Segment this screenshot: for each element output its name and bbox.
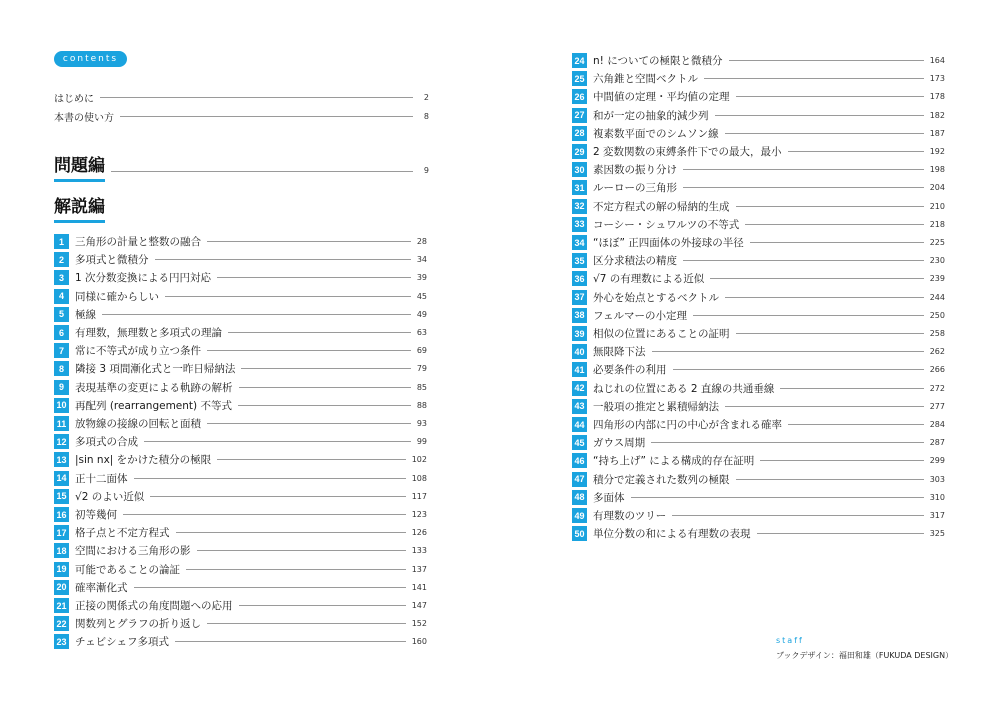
chapter-number-badge: 23 — [54, 634, 69, 649]
toc-chapter-46[interactable] — [572, 452, 945, 469]
toc-chapter-10[interactable] — [54, 397, 427, 414]
leader-line — [715, 115, 924, 116]
chapter-number-badge: 37 — [572, 290, 587, 305]
leader-line — [725, 406, 924, 407]
leader-line — [144, 441, 411, 442]
chapter-title: 六角錐と空間ベクトル — [593, 73, 698, 86]
chapter-page: 133 — [411, 546, 427, 556]
chapter-title: 三角形の計量と整数の融合 — [75, 236, 201, 248]
leader-line — [683, 169, 924, 170]
chapter-number-badge: 8 — [54, 361, 69, 376]
chapter-page: 266 — [929, 365, 945, 375]
leader-line — [736, 96, 924, 97]
leader-line — [710, 278, 924, 279]
chapter-page: 160 — [411, 637, 427, 647]
leader-line — [155, 259, 411, 260]
chapter-number-badge: 43 — [572, 399, 587, 414]
toc-chapter-48[interactable] — [572, 489, 945, 506]
section-problems[interactable] — [54, 156, 429, 184]
leader-line — [207, 623, 406, 624]
chapter-number-badge: 27 — [572, 108, 587, 123]
leader-line — [217, 277, 411, 278]
chapter-title: 放物線の接線の回転と面積 — [75, 418, 201, 430]
toc-chapter-24[interactable] — [572, 52, 945, 69]
leader-line — [736, 479, 924, 480]
chapter-title: 再配列 (rearrangement) 不等式 — [75, 399, 232, 412]
chapter-page: 303 — [929, 474, 945, 484]
toc-chapter-31[interactable] — [572, 179, 945, 196]
chapter-page: 310 — [929, 492, 945, 502]
chapter-page: 126 — [411, 528, 427, 538]
leader-line — [228, 332, 411, 333]
chapter-title: 必要条件の利用 — [593, 364, 667, 377]
toc-chapter-27[interactable] — [572, 107, 945, 124]
toc-chapter-35[interactable] — [572, 252, 945, 269]
leader-line — [207, 241, 411, 242]
chapter-title: √2 のよい近似 — [75, 490, 145, 503]
toc-chapter-22[interactable] — [54, 615, 427, 632]
toc-chapter-17[interactable] — [54, 524, 427, 541]
chapter-number-badge: 45 — [572, 435, 587, 450]
chapter-page: 258 — [929, 329, 945, 338]
chapter-number-badge: 12 — [54, 434, 69, 449]
toc-chapter-39[interactable] — [572, 325, 945, 342]
leader-line — [652, 351, 924, 352]
chapter-title: ガウス周期 — [593, 437, 646, 450]
toc-chapter-2[interactable] — [54, 251, 427, 268]
leader-line — [165, 296, 411, 297]
chapter-title: 一般項の推定と累積帰納法 — [593, 400, 719, 413]
leader-line — [672, 515, 923, 516]
chapter-title: 多項式と微積分 — [75, 254, 149, 267]
leader-line — [704, 78, 924, 79]
chapter-page: 88 — [416, 400, 427, 410]
toc-entry-page: 2 — [423, 92, 429, 102]
toc-chapter-7[interactable] — [54, 342, 427, 359]
leader-line — [207, 350, 411, 351]
chapter-title: 空間における三角形の影 — [75, 545, 191, 558]
chapter-number-badge: 38 — [572, 308, 587, 323]
chapter-number-badge: 1 — [54, 234, 69, 249]
toc-chapter-30[interactable] — [572, 161, 945, 178]
chapter-number-badge: 14 — [54, 471, 69, 486]
chapter-page: 39 — [416, 273, 427, 283]
toc-chapter-38[interactable] — [572, 307, 945, 324]
toc-chapter-20[interactable] — [54, 579, 427, 596]
toc-chapter-19[interactable] — [54, 561, 427, 578]
chapter-title: 相似の位置にあることの証明 — [593, 328, 730, 340]
leader-line — [100, 97, 413, 98]
chapter-title: 表現基準の変更による軌跡の解析 — [75, 381, 233, 394]
toc-entry-usage[interactable] — [54, 108, 429, 124]
chapter-title: ルーローの三角形 — [593, 182, 677, 195]
chapter-title: 四角形の内部に円の中心が含まれる確率 — [593, 419, 782, 431]
chapter-number-badge: 47 — [572, 472, 587, 487]
chapter-title: 多項式の合成 — [75, 436, 138, 449]
leader-line — [729, 60, 924, 61]
leader-line — [239, 387, 411, 388]
chapter-title: n! についての極限と微積分 — [593, 55, 723, 67]
toc-chapter-34[interactable] — [572, 234, 945, 251]
right-page — [500, 0, 1000, 710]
chapter-title: 有理数，無理数と多項式の理論 — [75, 327, 222, 339]
leader-line — [197, 550, 406, 551]
toc-chapter-40[interactable] — [572, 343, 945, 360]
toc-chapter-3[interactable] — [54, 269, 427, 286]
chapter-number-badge: 49 — [572, 508, 587, 523]
chapter-number-badge: 4 — [54, 289, 69, 304]
chapter-page: 225 — [929, 238, 945, 247]
leader-line — [693, 315, 924, 316]
toc-chapter-13[interactable] — [54, 451, 427, 468]
chapter-page: 85 — [416, 382, 427, 392]
chapter-title: 積分で定義された数列の極限 — [593, 473, 730, 486]
toc-chapter-4[interactable] — [54, 288, 427, 305]
chapter-title: チェビシェフ多項式 — [75, 636, 169, 649]
chapter-number-badge: 7 — [54, 343, 69, 358]
leader-line — [788, 424, 924, 425]
chapter-number-badge: 25 — [572, 71, 587, 86]
toc-entry-page: 8 — [423, 111, 429, 121]
toc-chapter-6[interactable] — [54, 324, 427, 341]
chapter-number-badge: 30 — [572, 162, 587, 177]
toc-chapter-45[interactable] — [572, 434, 945, 451]
staff-credit: ブックデザイン：福田和雄（FUKUDA DESIGN） — [776, 651, 954, 660]
toc-chapter-9[interactable] — [54, 379, 427, 396]
toc-chapter-33[interactable] — [572, 216, 945, 233]
chapter-page: 325 — [929, 529, 945, 539]
chapter-number-badge: 2 — [54, 252, 69, 267]
chapter-title: 無限降下法 — [593, 346, 646, 359]
leader-line — [134, 478, 406, 479]
chapter-title: 外心を始点とするベクトル — [593, 291, 719, 304]
leader-line — [176, 532, 406, 533]
leader-line — [631, 497, 924, 498]
chapter-number-badge: 20 — [54, 580, 69, 595]
chapter-page: 99 — [416, 437, 427, 447]
chapter-number-badge: 16 — [54, 507, 69, 522]
toc-entry-title: はじめに — [54, 93, 94, 105]
chapter-page: 244 — [929, 292, 945, 302]
chapter-page: 164 — [929, 56, 945, 65]
chapter-number-badge: 19 — [54, 562, 69, 577]
leader-line — [238, 405, 411, 406]
toc-chapter-41[interactable] — [572, 361, 945, 378]
leader-line — [780, 388, 923, 389]
chapter-title: コーシー・シュワルツの不等式 — [593, 218, 740, 231]
leader-line — [760, 460, 924, 461]
chapter-title: √7 の有理数による近似 — [593, 273, 705, 286]
chapter-page: 34 — [416, 255, 427, 265]
leader-line — [683, 187, 924, 188]
chapter-title: 関数列とグラフの折り返し — [75, 618, 201, 631]
leader-line — [175, 641, 406, 642]
chapter-number-badge: 39 — [572, 326, 587, 341]
chapter-page: 218 — [929, 219, 945, 229]
chapter-page: 108 — [411, 473, 427, 483]
toc-chapter-18[interactable] — [54, 542, 427, 559]
chapter-number-badge: 13 — [54, 452, 69, 467]
section-title: 解説編 — [54, 199, 105, 223]
leader-line — [673, 369, 924, 370]
chapter-page: 198 — [929, 165, 945, 175]
toc-chapter-12[interactable] — [54, 433, 427, 450]
toc-chapter-25[interactable] — [572, 70, 945, 87]
chapter-page: 262 — [929, 347, 945, 357]
chapter-page: 49 — [416, 309, 427, 319]
chapter-title: “持ち上げ” による構成的存在証明 — [593, 455, 755, 468]
chapter-number-badge: 36 — [572, 271, 587, 286]
leader-line — [120, 116, 413, 117]
toc-chapter-44[interactable] — [572, 416, 945, 433]
chapter-number-badge: 35 — [572, 253, 587, 268]
chapter-title: 多面体 — [593, 491, 625, 504]
chapter-title: 中間値の定理・平均値の定理 — [593, 91, 730, 104]
chapter-title: 確率漸化式 — [75, 581, 128, 594]
leader-line — [207, 423, 411, 424]
chapter-page: 117 — [411, 491, 427, 501]
chapter-page: 204 — [929, 183, 945, 193]
leader-line — [239, 605, 406, 606]
toc-chapter-50[interactable] — [572, 525, 945, 542]
leader-line — [725, 297, 924, 298]
chapter-page: 277 — [929, 401, 945, 411]
chapter-number-badge: 10 — [54, 398, 69, 413]
leader-line — [788, 151, 924, 152]
chapter-number-badge: 46 — [572, 453, 587, 468]
leader-line — [123, 514, 406, 515]
toc-chapter-43[interactable] — [572, 398, 945, 415]
section-page: 9 — [423, 165, 429, 175]
chapter-title: ねじれの位置にある 2 直線の共通垂線 — [593, 382, 775, 395]
chapter-page: 299 — [929, 456, 945, 466]
chapter-title: 区分求積法の精度 — [593, 255, 677, 268]
chapter-page: 239 — [929, 274, 945, 284]
leader-line — [651, 442, 924, 443]
leader-line — [150, 496, 406, 497]
toc-chapter-8[interactable] — [54, 360, 427, 377]
leader-line — [683, 260, 924, 261]
leader-line — [241, 368, 410, 369]
toc-chapter-32[interactable] — [572, 198, 945, 215]
toc-chapter-37[interactable] — [572, 289, 945, 306]
chapter-number-badge: 17 — [54, 525, 69, 540]
chapter-number-badge: 24 — [572, 53, 587, 68]
chapter-number-badge: 5 — [54, 307, 69, 322]
toc-chapter-5[interactable] — [54, 306, 427, 323]
chapter-number-badge: 6 — [54, 325, 69, 340]
chapter-page: 45 — [416, 291, 427, 301]
chapter-title: |sin nx| をかけた積分の極限 — [75, 454, 212, 467]
chapter-number-badge: 9 — [54, 380, 69, 395]
toc-chapter-15[interactable] — [54, 488, 427, 505]
chapter-title: 2 変数関数の束縛条件下での最大，最小 — [593, 146, 782, 158]
chapter-page: 137 — [411, 564, 427, 574]
chapter-title: 常に不等式が成り立つ条件 — [75, 345, 201, 358]
chapter-number-badge: 26 — [572, 89, 587, 104]
chapter-page: 187 — [929, 128, 945, 138]
chapter-page: 210 — [929, 201, 945, 211]
chapter-title: 同様に確からしい — [75, 290, 159, 303]
chapter-title: 素因数の振り分け — [593, 164, 677, 177]
toc-chapter-16[interactable] — [54, 506, 427, 523]
toc-chapter-29[interactable] — [572, 143, 945, 160]
staff-label: staff — [776, 636, 804, 645]
toc-chapter-36[interactable] — [572, 270, 945, 287]
toc-entry-title: 本書の使い方 — [54, 112, 114, 124]
chapter-page: 173 — [929, 74, 945, 84]
chapter-number-badge: 28 — [572, 126, 587, 141]
chapter-page: 141 — [411, 582, 427, 592]
chapter-title: 単位分数の和による有理数の表現 — [593, 528, 751, 541]
chapter-title: フェルマーの小定理 — [593, 309, 687, 322]
chapter-number-badge: 40 — [572, 344, 587, 359]
toc-chapter-47[interactable] — [572, 471, 945, 488]
leader-line — [736, 206, 924, 207]
section-solutions — [54, 197, 429, 225]
leader-line — [217, 459, 406, 460]
chapter-title: 不定方程式の解の帰納的生成 — [593, 200, 730, 213]
chapter-number-badge: 32 — [572, 199, 587, 214]
chapter-title: 隣接 3 項間漸化式と一昨日帰納法 — [75, 363, 236, 376]
leader-line — [186, 569, 406, 570]
chapter-page: 284 — [929, 420, 945, 429]
chapter-page: 79 — [416, 364, 427, 374]
chapter-number-badge: 41 — [572, 362, 587, 377]
chapter-page: 250 — [929, 310, 945, 320]
leader-line — [134, 587, 406, 588]
toc-chapter-21[interactable] — [54, 597, 427, 614]
chapter-number-badge: 50 — [572, 526, 587, 541]
toc-chapter-11[interactable] — [54, 415, 427, 432]
chapter-title: 複素数平面でのシムソン線 — [593, 127, 719, 140]
chapter-page: 123 — [411, 510, 427, 519]
toc-chapter-42[interactable] — [572, 380, 945, 397]
leader-line — [750, 242, 924, 243]
chapter-title: 和が一定の抽象的減少列 — [593, 109, 709, 122]
leader-line — [745, 224, 923, 225]
chapter-number-badge: 11 — [54, 416, 69, 431]
chapter-page: 152 — [411, 619, 427, 629]
chapter-number-badge: 18 — [54, 543, 69, 558]
contents-badge: contents — [54, 51, 127, 67]
chapter-page: 230 — [929, 256, 945, 266]
section-title: 問題編 — [54, 158, 105, 182]
chapter-number-badge: 3 — [54, 270, 69, 285]
chapter-title: “ほぼ” 正四面体の外接球の半径 — [593, 237, 744, 249]
leader-line — [725, 133, 924, 134]
chapter-page: 182 — [929, 110, 945, 120]
chapter-title: 有理数のツリー — [593, 510, 667, 522]
chapter-page: 93 — [416, 419, 427, 428]
chapter-page: 147 — [411, 601, 427, 610]
leader-line — [736, 333, 924, 334]
toc-chapter-28[interactable] — [572, 125, 945, 142]
leader-line — [111, 171, 413, 172]
chapter-page: 317 — [929, 511, 945, 520]
chapter-page: 192 — [929, 147, 945, 156]
chapter-title: 正接の関係式の角度問題への応用 — [75, 600, 233, 612]
chapter-page: 63 — [416, 328, 427, 337]
chapter-number-badge: 48 — [572, 490, 587, 505]
chapter-number-badge: 31 — [572, 180, 587, 195]
chapter-title: 正十二面体 — [75, 472, 128, 485]
chapter-number-badge: 42 — [572, 381, 587, 396]
toc-chapter-14[interactable] — [54, 470, 427, 487]
chapter-number-badge: 34 — [572, 235, 587, 250]
chapter-number-badge: 44 — [572, 417, 587, 432]
toc-entry-intro[interactable] — [54, 89, 429, 105]
chapter-page: 28 — [416, 237, 427, 246]
toc-chapter-26[interactable] — [572, 88, 945, 105]
toc-chapter-1[interactable] — [54, 233, 427, 250]
chapter-title: 格子点と不定方程式 — [75, 527, 170, 540]
chapter-page: 178 — [929, 92, 945, 102]
chapter-number-badge: 15 — [54, 489, 69, 504]
leader-line — [757, 533, 924, 534]
chapter-number-badge: 29 — [572, 144, 587, 159]
chapter-page: 69 — [416, 346, 427, 356]
toc-chapter-49[interactable] — [572, 507, 945, 524]
chapter-title: 可能であることの論証 — [75, 563, 180, 576]
chapter-title: 初等幾何 — [75, 509, 117, 521]
chapter-title: 1 次分数変換による円円対応 — [75, 272, 212, 285]
chapter-page: 272 — [929, 383, 945, 393]
chapter-number-badge: 33 — [572, 217, 587, 232]
chapter-title: 極線 — [75, 308, 96, 321]
toc-chapter-23[interactable] — [54, 633, 427, 650]
chapter-page: 287 — [929, 438, 945, 448]
chapter-page: 102 — [411, 455, 427, 465]
chapter-number-badge: 21 — [54, 598, 69, 613]
chapter-number-badge: 22 — [54, 616, 69, 631]
leader-line — [102, 314, 411, 315]
